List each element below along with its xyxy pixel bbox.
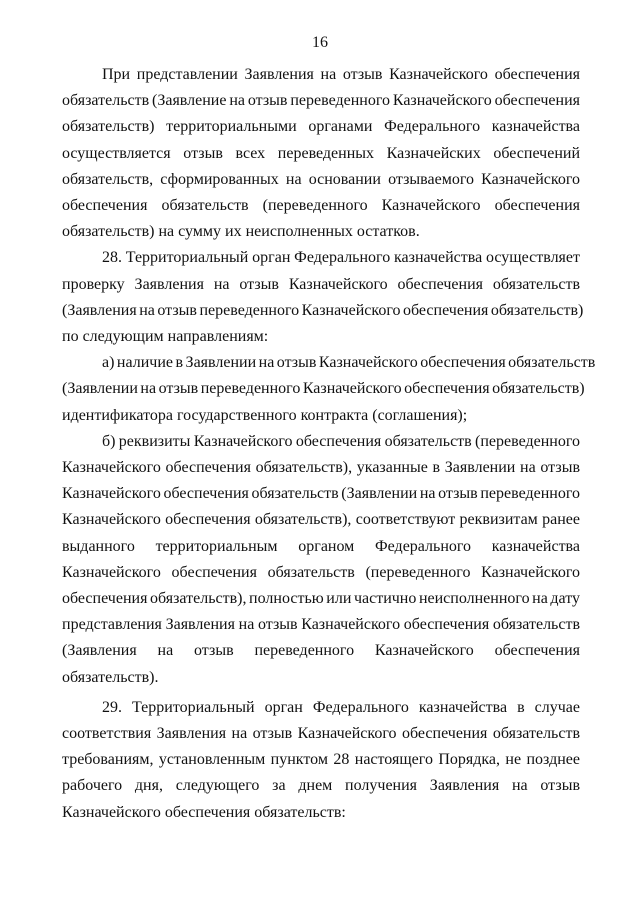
text-line: обеспечения обязательств (переведенного Казначейского обеспечения <box>62 197 580 215</box>
text-line: осуществляется отзыв всех переведенных Казначейских обеспечений <box>62 144 580 162</box>
text-line: Казначейского обеспечения обязательств (Заявлении на отзыв переведенного <box>62 485 580 503</box>
paragraph <box>62 695 580 826</box>
text-line: обязательств) на сумму их неисполненных остатков. <box>62 223 420 241</box>
text-line: 29. Территориальный орган Федерального казначейства в случае <box>102 698 580 716</box>
text-line: Казначейского обеспечения обязательств: <box>62 803 346 821</box>
text-line: (Заявлении на отзыв переведенного Казначейского обеспечения обязательств) <box>62 380 585 398</box>
text-line: б) реквизиты Казначейского обеспечения обязательств (переведенного <box>102 432 581 450</box>
paragraph <box>62 350 596 429</box>
text-line: проверку Заявления на отзыв Казначейского обеспечения обязательств <box>62 275 580 293</box>
text-line: а) наличие в Заявлении на отзыв Казначейского обеспечения обязательств <box>102 354 596 372</box>
text-line: обеспечения обязательств), полностью или частично неисполненного на дату <box>62 590 580 608</box>
paragraph <box>62 429 580 691</box>
paragraph <box>62 62 580 245</box>
text-line: обязательств) территориальными органами Федерального казначейства <box>62 118 580 136</box>
text-line: по следующим направлениям: <box>62 328 269 346</box>
text-line: (Заявления на отзыв переведенного Казначейского обеспечения обязательств) <box>62 301 584 319</box>
text-line: 28. Территориальный орган Федерального казначейства осуществляет <box>102 249 581 267</box>
text-line: обязательств). <box>62 668 159 686</box>
text-line: Казначейского обеспечения обязательств (переведенного Казначейского <box>62 563 580 581</box>
text-line: Казначейского обеспечения обязательств), соответствуют реквизитам ранее <box>62 511 580 529</box>
text-line: представления Заявления на отзыв Казначейского обеспечения обязательств <box>62 616 580 634</box>
text-line: требованиям, установленным пунктом 28 настоящего Порядка, не позднее <box>62 751 580 769</box>
document-body <box>62 62 596 826</box>
page-number: 16 <box>312 34 328 51</box>
text-line: выданного территориальным органом Федерального казначейства <box>62 537 580 555</box>
text-line: (Заявления на отзыв переведенного Казначейского обеспечения <box>62 642 580 660</box>
paragraph <box>62 245 584 350</box>
text-line: идентификатора государственного контракта (соглашения); <box>62 406 468 424</box>
text-line: обязательств, сформированных на основании отзываемого Казначейского <box>62 170 580 188</box>
text-line: обязательств (Заявление на отзыв переведенного Казначейского обеспечения <box>62 92 580 110</box>
text-line: Казначейского обеспечения обязательств), указанные в Заявлении на отзыв <box>62 459 580 477</box>
text-line: соответствия Заявления на отзыв Казначейского обеспечения обязательств <box>62 725 580 743</box>
text-line: При представлении Заявления на отзыв Казначейского обеспечения <box>102 66 580 83</box>
text-line: рабочего дня, следующего за днем получения Заявления на отзыв <box>62 777 580 795</box>
